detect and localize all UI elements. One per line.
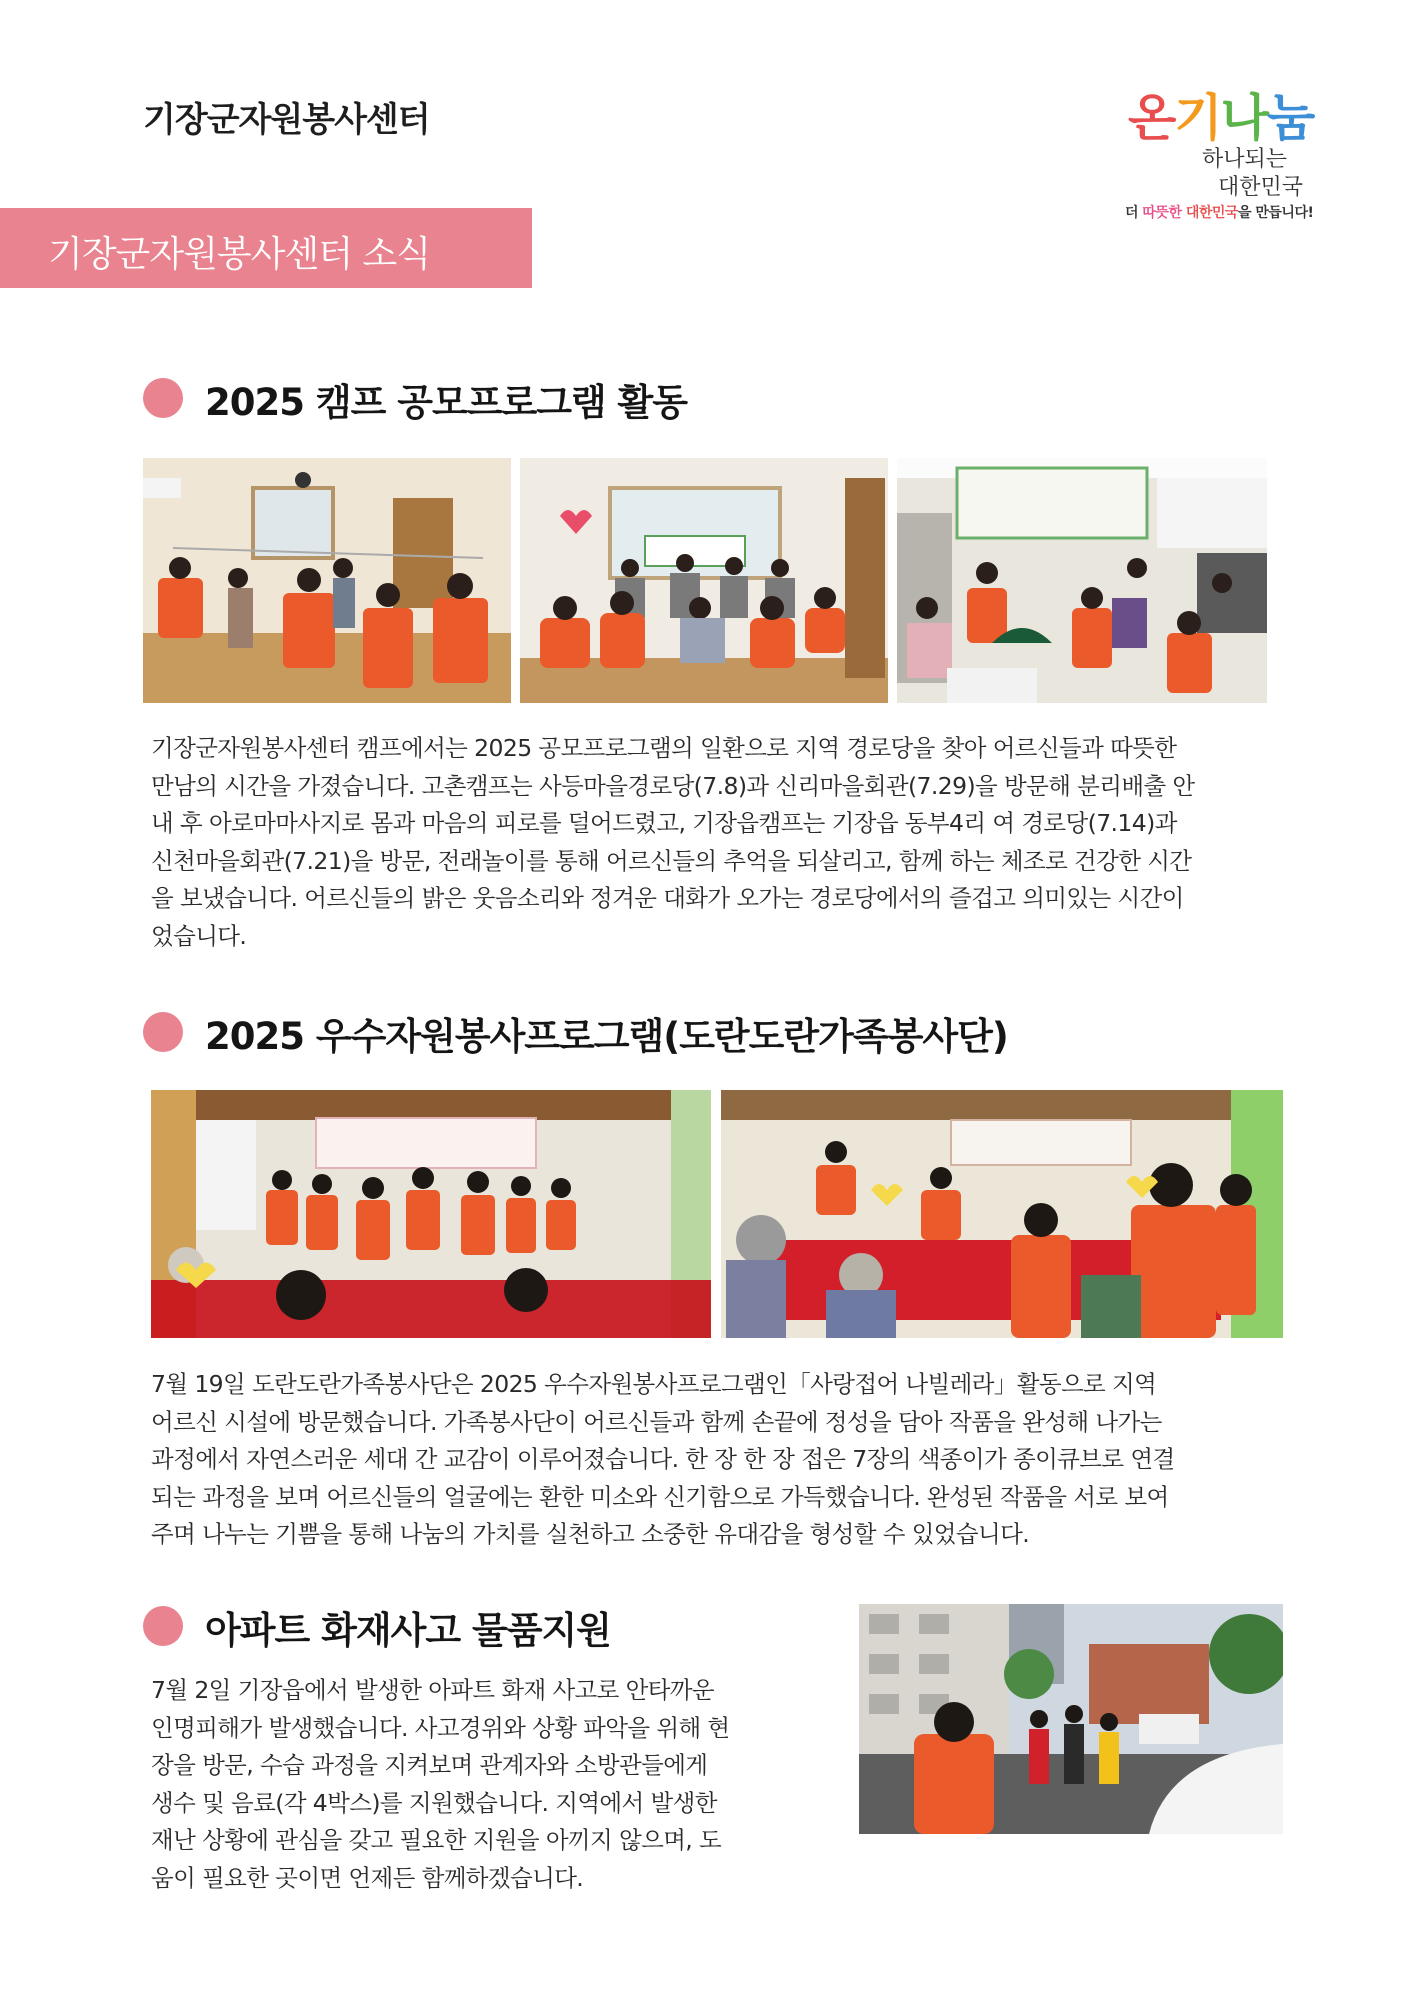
logo-char: 나 (1220, 89, 1267, 147)
text-line: 었습니다. (151, 921, 247, 950)
section-bullet (143, 1012, 183, 1052)
photo-camp-exercise (143, 458, 511, 703)
tagline-korea: 대한민국 (1185, 205, 1238, 221)
section-banner (0, 208, 532, 288)
text-line: 되는 과정을 보며 어르신들의 얼굴에는 환한 미소와 신기함으로 가득했습니다. 완성된 작품을 서로 보여 (151, 1482, 1169, 1511)
logo-title (1128, 78, 1313, 150)
banner-title: 기장군자원봉사센터 소식 (48, 234, 430, 275)
photo-camp-kitchen (897, 458, 1267, 703)
text-line: 을 보냈습니다. 어르신들의 밝은 웃음소리와 정겨운 대화가 오가는 경로당에서의 즐겁고 의미있는 시간이 (151, 884, 1184, 912)
section-title-family: 2025 우수자원봉사프로그램(도란도란가족봉사단) (205, 1015, 1008, 1058)
text-line: 움이 필요한 곳이면 언제든 함께하겠습니다. (151, 1863, 584, 1892)
text-line: 과정에서 자연스러운 세대 간 교감이 이루어졌습니다. 한 장 한 장 접은 7장의 색종이가 종이큐브로 연결 (151, 1445, 1175, 1473)
text-line: 장을 방문, 수습 과정을 지켜보며 관계자와 소방관들에게 (151, 1751, 708, 1779)
text-line: 기장군자원봉사센터 캠프에서는 2025 공모프로그램의 일환으로 지역 경로당을 찾아 어르신들과 따뜻한 (151, 734, 1177, 762)
text-line: 인명피해가 발생했습니다. 사고경위와 상황 파악을 위해 현 (151, 1713, 730, 1742)
photo-family-activity (721, 1090, 1283, 1338)
section-title-fire: 아파트 화재사고 물품지원 (205, 1609, 611, 1652)
section-body-family (151, 1366, 1175, 1554)
logo-char: 온 (1128, 89, 1175, 147)
section-body-camp (151, 730, 1195, 955)
tagline-warm: 따뜻한 (1142, 205, 1182, 221)
text-line: 신천마을회관(7.21)을 방문, 전래놀이를 통해 어르신들의 추억을 되살리고, 함께 하는 체조로 건강한 시간 (151, 846, 1192, 875)
campaign-logo (1120, 78, 1340, 228)
photo-family-volunteers (151, 1090, 711, 1338)
text-line: 생수 및 음료(각 4박스)를 지원했습니다. 지역에서 발생한 (151, 1788, 717, 1817)
logo-char: 눔 (1266, 89, 1314, 147)
tagline-pre: 더 (1125, 205, 1143, 221)
logo-tagline (1125, 202, 1313, 222)
logo-subtitle-1: 하나되는 (1202, 147, 1288, 172)
logo-char: 기 (1174, 89, 1221, 147)
text-line: 어르신 시설에 방문했습니다. 가족봉사단이 어르신들과 함께 손끝에 정성을 담아 작품을 완성해 나가는 (151, 1407, 1162, 1436)
section-title-camp: 2025 캠프 공모프로그램 활동 (205, 381, 688, 424)
section-body-fire (151, 1672, 730, 1897)
text-line: 재난 상황에 관심을 갖고 필요한 지원을 아끼지 않으며, 도 (151, 1826, 722, 1854)
text-line: 7월 2일 기장읍에서 발생한 아파트 화재 사고로 안타까운 (151, 1676, 715, 1704)
logo-subtitle-2: 대한민국 (1218, 175, 1304, 200)
org-name: 기장군자원봉사센터 (143, 100, 430, 140)
text-line: 7월 19일 도란도란가족봉사단은 2025 우수자원봉사프로그램인「사랑접어 나빌레라」활동으로 지역 (151, 1370, 1157, 1398)
text-line: 주며 나누는 기쁨을 통해 나눔의 가치를 실천하고 소중한 유대감을 형성할 수 있었습니다. (151, 1520, 1030, 1548)
text-line: 내 후 아로마마사지로 몸과 마음의 피로를 덜어드렸고, 기장읍캠프는 기장읍 동부4리 여 경로당(7.14)과 (151, 809, 1177, 837)
tagline-post: 을 만듭니다! (1237, 205, 1314, 221)
text-line: 만남의 시간을 가졌습니다. 고촌캠프는 사등마을경로당(7.8)과 신리마을회관(7.29)을 방문해 분리배출 안 (151, 771, 1195, 800)
photo-camp-group (520, 458, 888, 703)
photo-fire-support (859, 1604, 1283, 1834)
section-bullet (143, 1606, 183, 1646)
section-bullet (143, 378, 183, 418)
